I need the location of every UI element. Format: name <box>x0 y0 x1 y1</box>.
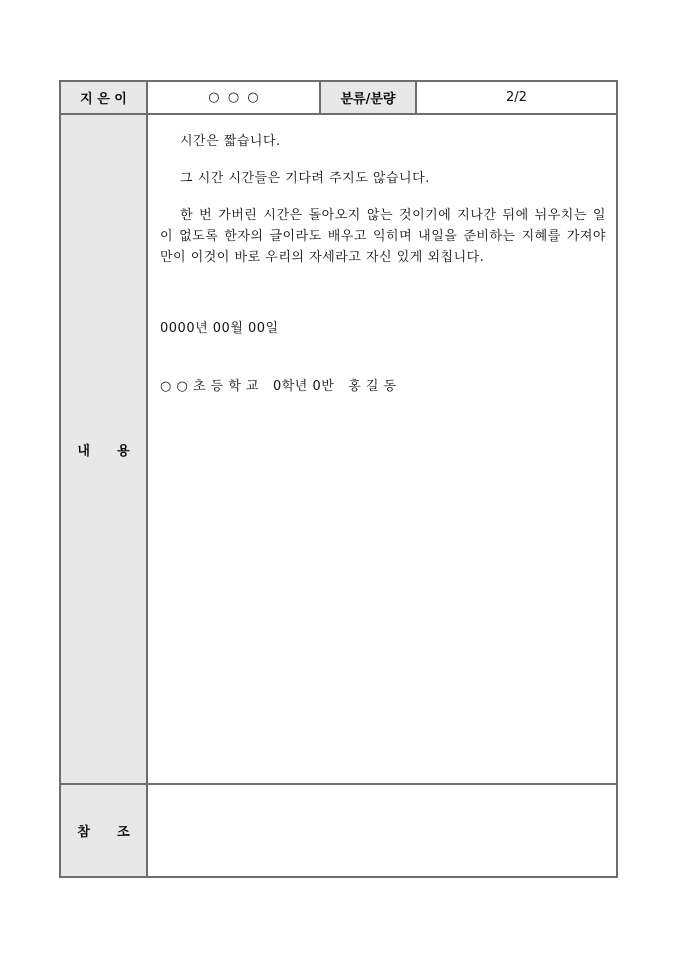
content-paragraph-2: 그 시간 시간들은 기다려 주지도 않습니다. <box>180 171 430 186</box>
author-label-cell: 지 은 이 <box>61 82 148 115</box>
document-info-table <box>59 80 618 878</box>
signature-line: ○ ○ 초 등 학 교 0학년 0반 홍 길 동 <box>160 379 397 394</box>
content-paragraph-3-line-1: 한 번 가버린 시간은 돌아오지 않는 것이기에 지나간 뒤에 뉘우치는 일 <box>180 208 606 223</box>
content-body-cell <box>148 115 616 785</box>
author-value-cell: ○ ○ ○ <box>148 82 321 115</box>
content-paragraph-3 <box>160 205 606 268</box>
classification-label-cell: 분류/분량 <box>321 82 417 115</box>
content-paragraph-1: 시간은 짧습니다. <box>180 134 281 149</box>
content-label-cell: 내 용 <box>61 115 148 785</box>
reference-label-cell: 참 조 <box>61 785 148 876</box>
content-paragraph-3-line-2: 이 없도록 한자의 글이라도 배우고 익히며 내일을 준비하는 지혜를 가져야 <box>160 229 606 244</box>
reference-value-cell <box>148 785 616 876</box>
content-paragraph-3-line-3: 만이 이것이 바로 우리의 자세라고 자신 있게 외칩니다. <box>160 250 485 265</box>
date-line: 0000년 00월 00일 <box>160 321 279 336</box>
classification-value-cell: 2/2 <box>417 82 616 115</box>
